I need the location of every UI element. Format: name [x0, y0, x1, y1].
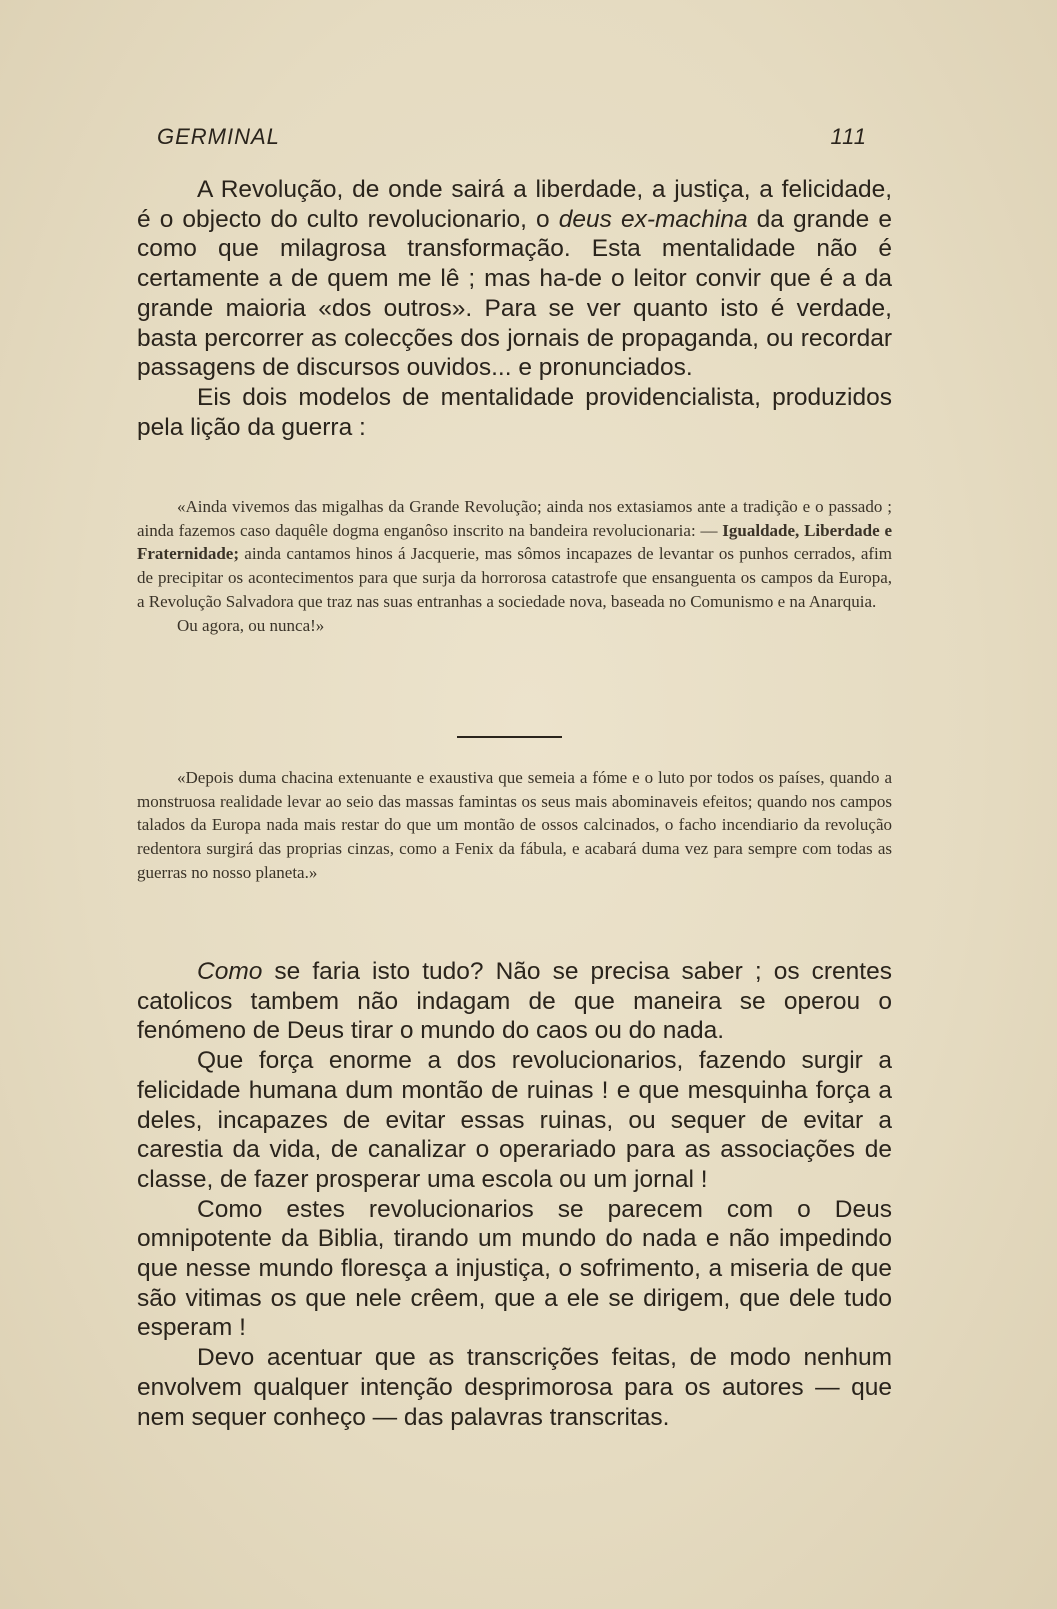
paragraph: A Revolução, de onde sairá a liberdade, a justiça, a felicidade, é o objecto do culto revolucionario, o deus ex-machina da grande e como que milagrosa transformação. Esta mentalidade não é certamente a de quem me lê ; mas ha-de o leitor convir que é a da grande maioria «dos outros». Para se ver quanto isto é verdade, basta percorrer as colecções dos jornais de propaganda, ou recordar passagens de discursos ouvidos... e pronunciados.: [137, 176, 892, 382]
section-divider: [457, 736, 562, 738]
paragraph: Devo acentuar que as transcrições feitas, de modo nenhum envolvem qualquer intenção desprimorosa para os autores — que nem sequer conheço — das palavras transcritas.: [137, 1344, 892, 1431]
body-text-bottom: [137, 957, 892, 1432]
page-number: 111: [830, 124, 867, 149]
quotation-2: [137, 766, 892, 885]
bold-phrase: Igualdade, Liberdade e Fraternidade;: [137, 520, 892, 564]
body-text-top: [137, 175, 892, 442]
quote-paragraph: «Ainda vivemos das migalhas da Grande Revolução; ainda nos extasiamos ante a tradição e o passado ; ainda fazemos caso daquêle dogma enganôso inscrito na bandeira revolucionaria: — Igualdade, Liberdade e Fraternidade; ainda cantamos hinos á Jacquerie, mas sômos incapazes de levantar os punhos cerrados, afim de precipitar os acontecimentos para que surja da horrorosa catastrofe que ensanguenta os campos da Europa, a Revolução Salvadora que traz nas suas entranhas a sociedade nova, baseada no Comunismo e na Anarquia.: [137, 497, 892, 611]
running-title: GERMINAL: [157, 124, 280, 149]
italic-phrase: deus ex-machina: [558, 205, 748, 233]
paragraph: Como estes revolucionarios se parecem com o Deus omnipotente da Biblia, tirando um mundo do nada e não impedindo que nesse mundo floresça a injustiça, o sofrimento, a miseria de que são vitimas os que nele crêem, que a ele se dirigem, que dele tudo esperam !: [137, 1195, 892, 1342]
italic-word: Como: [197, 958, 263, 985]
quote-closing: Ou agora, ou nunca!»: [177, 615, 325, 635]
paragraph: Eis dois modelos de mentalidade providencialista, produzidos pela lição da guerra :: [137, 383, 892, 441]
quotation-1: [137, 495, 892, 637]
page-header: [157, 124, 877, 154]
paragraph: Que força enorme a dos revolucionarios, fazendo surgir a felicidade humana dum montão de ruinas ! e que mesquinha força a deles, incapazes de evitar essas ruinas, ou sequer de evitar a carestia da vida, de canalizar o operariado para as associações de classe, de fazer prosperar uma escola ou um jornal !: [137, 1047, 892, 1193]
paragraph: Como se faria isto tudo? Não se precisa saber ; os crentes catolicos tambem não indagam de que maneira se operou o fenómeno de Deus tirar o mundo do caos ou do nada.: [137, 958, 892, 1045]
quote-paragraph: «Depois duma chacina extenuante e exaustiva que semeia a fóme e o luto por todos os países, quando a monstruosa realidade levar ao seio das massas famintas os seus mais abominaveis efeitos; quando nos campos talados da Europa nada mais restar do que um montão de ossos calcinados, o facho incendiario da revolução redentora surgirá das proprias cinzas, como a Fenix da fábula, e acabará duma vez para sempre com todas as guerras no nosso planeta.»: [137, 768, 892, 882]
